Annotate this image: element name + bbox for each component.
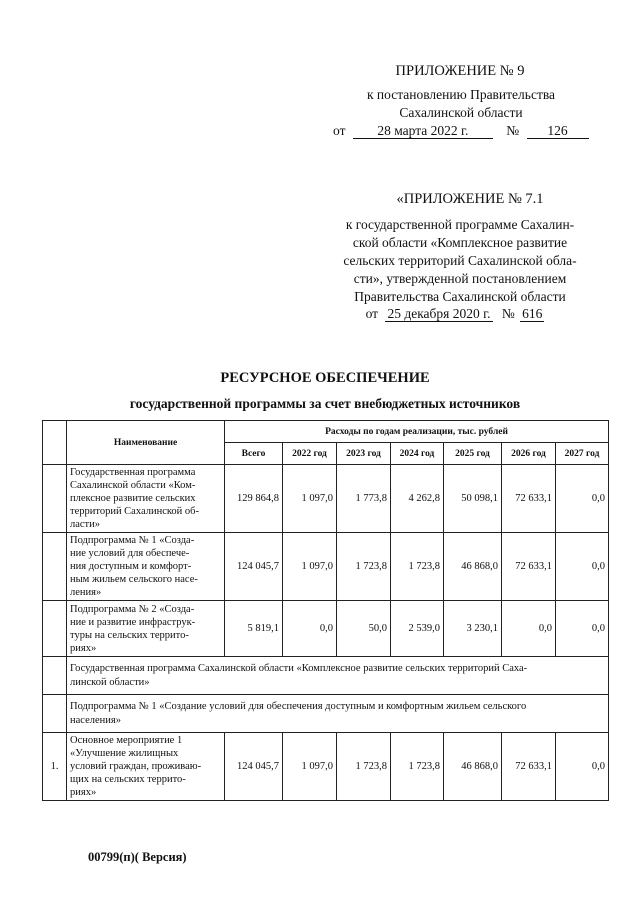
section-title: Подпрограмма № 1 «Создание условий для обеспечения доступным и комфортным жильем сельского населения» (67, 695, 609, 733)
table-row (43, 533, 609, 601)
table-row (43, 733, 609, 801)
program-number: 616 (522, 306, 543, 321)
col-2023: 2023 год (337, 443, 391, 465)
value-2024: 4 262,8 (391, 465, 444, 533)
value-2027: 0,0 (556, 733, 609, 801)
value-2027: 0,0 (556, 465, 609, 533)
value-2023: 50,0 (337, 601, 391, 657)
document-subtitle: государственной программы за счет внебюджетных источников (129, 396, 521, 411)
value-2024: 1 723,8 (391, 533, 444, 601)
col-2027: 2027 год (556, 443, 609, 465)
row-name: Подпрограмма № 2 «Созда- ние и развитие инфраструк- туры на сельских террито- риях» (67, 601, 225, 657)
value-2026: 72 633,1 (502, 533, 556, 601)
resource-table (42, 420, 609, 801)
program-reference-line-4: сти», утвержденной постановлением (353, 271, 567, 286)
row-index: 1. (43, 733, 67, 801)
index-header (43, 421, 67, 465)
program-date: 25 декабря 2020 г. (387, 306, 491, 321)
value-2023: 1 723,8 (337, 733, 391, 801)
value-2027: 0,0 (556, 533, 609, 601)
value-2025: 3 230,1 (444, 601, 502, 657)
value-2026: 72 633,1 (502, 733, 556, 801)
row-name: Основное мероприятие 1 «Улучшение жилищных условий граждан, проживаю- щих на сельских террито- риях» (67, 733, 225, 801)
name-header: Наименование (67, 421, 225, 465)
value-2022: 1 097,0 (283, 465, 337, 533)
value-2023: 1 723,8 (337, 533, 391, 601)
program-reference-line-2: ской области «Комплексное развитие (352, 235, 568, 250)
section-row (43, 657, 609, 695)
value-2024: 2 539,0 (391, 601, 444, 657)
value-2023: 1 773,8 (337, 465, 391, 533)
value-2022: 0,0 (283, 601, 337, 657)
value-total: 124 045,7 (225, 533, 283, 601)
value-total: 129 864,8 (225, 465, 283, 533)
col-2026: 2026 год (502, 443, 556, 465)
col-2025: 2025 год (444, 443, 502, 465)
row-index (43, 465, 67, 533)
value-total: 5 819,1 (225, 601, 283, 657)
value-2027: 0,0 (556, 601, 609, 657)
number-label-2: № (501, 306, 515, 321)
value-2025: 46 868,0 (444, 733, 502, 801)
document-code: 00799(п)( Версия) (88, 850, 187, 864)
from-label-2: от (365, 306, 379, 321)
value-2022: 1 097,0 (283, 733, 337, 801)
appendix-7-1-title: «ПРИЛОЖЕНИЕ № 7.1 (396, 191, 544, 207)
row-index (43, 695, 67, 733)
program-reference-line-3: сельских территорий Сахалинской обла- (343, 253, 577, 268)
value-2024: 1 723,8 (391, 733, 444, 801)
decree-number: 126 (527, 123, 589, 139)
row-index (43, 601, 67, 657)
value-2025: 46 868,0 (444, 533, 502, 601)
program-date-line (330, 305, 580, 323)
value-2025: 50 098,1 (444, 465, 502, 533)
decree-line-1: к постановлению Правительства (366, 87, 556, 102)
value-2022: 1 097,0 (283, 533, 337, 601)
expenses-group-header: Расходы по годам реализации, тыс. рублей (225, 421, 609, 443)
program-reference-line-5: Правительства Сахалинской области (354, 289, 566, 304)
from-label: от (333, 123, 346, 138)
col-2022: 2022 год (283, 443, 337, 465)
table-row (43, 465, 609, 533)
decree-line-2: Сахалинской области (399, 105, 523, 120)
row-name: Подпрограмма № 1 «Созда- ние условий для обеспече- ния доступным и комфорт- ным жильем сельского насе- ления» (67, 533, 225, 601)
row-index (43, 657, 67, 695)
row-index (43, 533, 67, 601)
col-total: Всего (225, 443, 283, 465)
appendix-9-title: ПРИЛОЖЕНИЕ № 9 (395, 63, 525, 79)
program-reference-line-1: к государственной программе Сахалин- (345, 217, 575, 232)
value-2026: 0,0 (502, 601, 556, 657)
section-row (43, 695, 609, 733)
number-label: № (506, 123, 520, 138)
table-row (43, 601, 609, 657)
col-2024: 2024 год (391, 443, 444, 465)
decree-date: 28 марта 2022 г. (353, 123, 493, 139)
decree-date-line (333, 122, 603, 140)
value-2026: 72 633,1 (502, 465, 556, 533)
row-name: Государственная программа Сахалинской области «Ком- плексное развитие сельских территорий Сахалинской об- ласти» (67, 465, 225, 533)
section-title: Государственная программа Сахалинской области «Комплексное развитие сельских территорий Саха- линской области» (67, 657, 609, 695)
value-total: 124 045,7 (225, 733, 283, 801)
document-title: РЕСУРСНОЕ ОБЕСПЕЧЕНИЕ (220, 370, 430, 386)
